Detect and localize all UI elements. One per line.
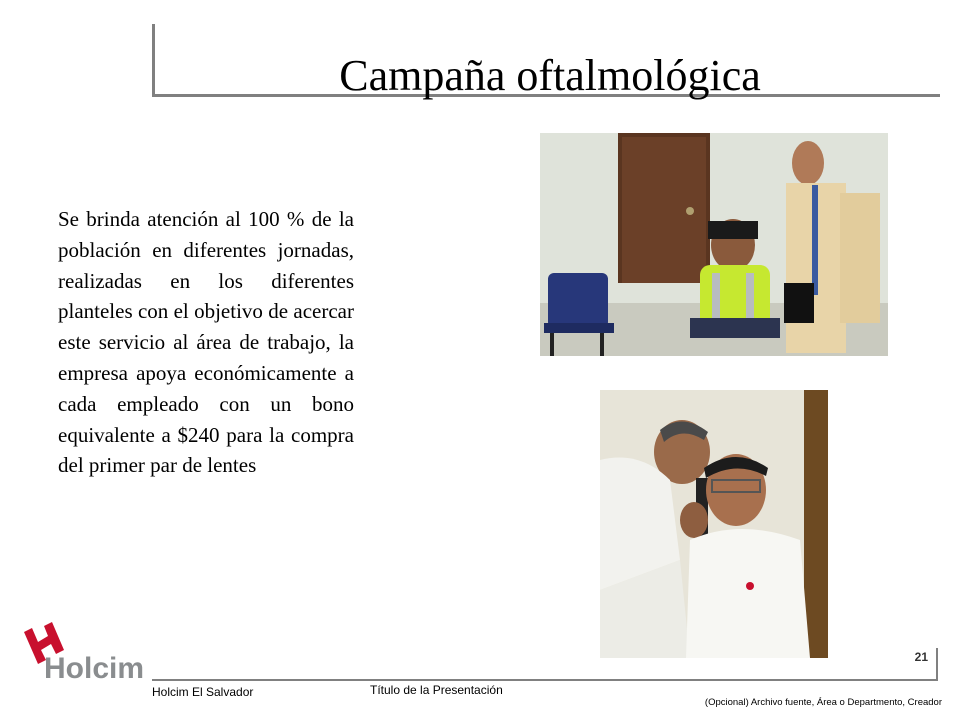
eye-exam-photo-ophthalmoscope: [600, 390, 828, 658]
footer-source-note: (Opcional) Archivo fuente, Área o Departmento, Creador: [704, 697, 942, 708]
svg-text:Holcim: Holcim: [44, 652, 144, 685]
page-number: 21: [914, 650, 928, 664]
slide-body-text: Se brinda atención al 100 % de la población en diferentes jornadas, realizadas en los diferentes planteles con el objetivo de acercar este servicio al área de trabajo, la empresa apoya económicamente a cada empleado con un bono equivalente a $240 para la compra del primer par de lentes: [58, 207, 354, 478]
holcim-logo: [18, 622, 144, 686]
slide-title: Campaña oftalmológica: [339, 51, 761, 100]
footer-company-name: Holcim El Salvador: [152, 685, 254, 699]
footer-bracket-vertical-line: [936, 648, 938, 681]
title-bracket-vertical-line: [152, 24, 155, 96]
eye-exam-photo-trial-frame: [540, 133, 888, 356]
footer-rule: [152, 679, 938, 681]
footer-presentation-title: Título de la Presentación: [370, 683, 503, 697]
